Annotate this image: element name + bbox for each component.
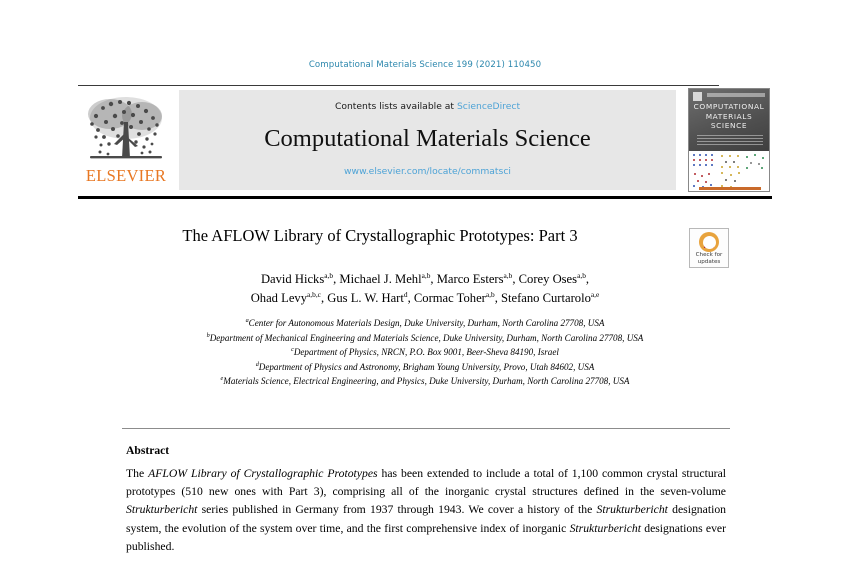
abstract-text: has been extended to include a total of 1,100 common crystal structural prototypes (510 new ones with Part 3), comprising all of the inorganic crystal structures defined in the seven-volume	[126, 467, 726, 499]
author-affiliation-marker: a,b	[577, 270, 586, 280]
cover-lattice-3	[745, 154, 767, 171]
sciencedirect-link[interactable]: ScienceDirect	[456, 101, 521, 112]
affiliation-marker: e	[220, 375, 224, 383]
cover-title-line3: SCIENCE	[710, 121, 748, 131]
author-affiliation-marker: a,b	[503, 270, 513, 280]
affiliation-item	[75, 331, 775, 346]
contents-available-text: Contents lists available at	[334, 101, 457, 112]
affiliation-marker: b	[206, 331, 210, 339]
cover-lattice-1	[693, 154, 715, 171]
author-name: Cormac Toher	[413, 291, 486, 305]
page-title: The AFLOW Library of Crystallographic Prototypes: Part 3	[182, 226, 578, 245]
journal-title: Computational Materials Science	[264, 125, 591, 152]
cover-elsevier-mark-icon	[693, 92, 702, 101]
cover-meta-lines	[697, 135, 763, 148]
elsevier-wordmark: ELSEVIER	[85, 166, 167, 185]
cover-header-line	[707, 93, 765, 97]
header-rule-top	[78, 85, 719, 86]
abstract-text: The	[126, 467, 149, 480]
affiliation-item	[75, 360, 775, 375]
abstract-text: designation system, the evolution of the system over time, and the first comprehensive index of inorganic	[126, 503, 727, 535]
affiliation-marker: c	[291, 346, 294, 354]
abstract-divider	[122, 428, 730, 429]
affiliation-text: Materials Science, Electrical Engineering, and Physics, Duke University, Durham, North Carolina 27708, USA	[223, 376, 630, 387]
affiliation-item	[75, 345, 775, 360]
author-name: Ohad Levy	[250, 291, 308, 305]
cover-footer-bar	[699, 187, 761, 190]
author-name: Corey Oses	[518, 272, 578, 286]
author-line-2: Ohad Levy$^{a,b,c}$, Gus L. W. Hart$^d$, Cormac Toher$^{a,b}$, Stefano Curtarolo$^{a,e}$	[250, 289, 600, 305]
author-affiliation-marker: a,b	[485, 289, 495, 299]
crossmark-label-line2: updates	[697, 258, 721, 265]
abstract-body	[126, 465, 726, 556]
author-affiliation-marker: a,e	[590, 289, 600, 299]
cover-lattice-2	[719, 154, 741, 171]
affiliation-item	[75, 316, 775, 331]
author-affiliation-marker: a,b	[421, 270, 431, 280]
journal-cover-thumbnail	[688, 88, 770, 192]
elsevier-tree-icon	[80, 92, 172, 166]
affiliation-text: Center for Autonomous Materials Design, Duke University, Durham, North Carolina 27708, USA	[248, 318, 605, 328]
author-list	[75, 270, 775, 308]
author-name: Stefano Curtarolo	[500, 291, 591, 305]
abstract-emphasis: Strukturbericht	[126, 503, 198, 517]
journal-homepage-link[interactable]: www.elsevier.com/locate/commatsci	[344, 166, 511, 177]
affiliation-list	[75, 316, 775, 389]
abstract-emphasis: Strukturbericht	[569, 521, 641, 535]
abstract-text: series published in Germany from 1937 through 1943. We cover a history of the	[197, 503, 597, 517]
abstract-emphasis: AFLOW Library of Crystallographic Prototypes	[148, 467, 378, 480]
abstract-text: designations ever published.	[126, 521, 727, 553]
cover-bottom-panel	[689, 151, 769, 192]
author-name: David Hicks	[260, 272, 325, 286]
author-name: Gus L. W. Hart	[327, 291, 404, 305]
running-head: Computational Materials Science 199 (2021) 110450	[308, 60, 542, 70]
crossmark-ring-icon	[699, 232, 719, 252]
affiliation-text: Department of Mechanical Engineering and Materials Science, Duke University, Durham, North Carolina 27708, USA	[209, 332, 644, 343]
crossmark-label-line1: Check for	[695, 252, 723, 258]
affiliation-marker: d	[255, 360, 259, 368]
cover-title-line1: COMPUTATIONAL	[693, 102, 765, 111]
cover-title	[689, 102, 769, 131]
cover-title-line2: MATERIALS	[705, 111, 753, 121]
affiliation-text: Department of Physics, NRCN, P.O. Box 9001, Beer-Sheva 84190, Israel	[293, 347, 559, 358]
affiliation-text: Department of Physics and Astronomy, Brigham Young University, Provo, Utah 84602, USA	[258, 361, 595, 372]
author-name: Michael J. Mehl	[339, 272, 422, 286]
author-affiliation-marker: d	[403, 289, 408, 299]
abstract-emphasis: Strukturbericht	[596, 503, 668, 517]
abstract-heading: Abstract	[126, 444, 170, 457]
affiliation-item	[75, 374, 775, 389]
contents-available-line	[179, 101, 676, 112]
author-line-1: David Hicks$^{a,b}$, Michael J. Mehl$^{a,b}$, Marco Esters$^{a,b}$, Corey Oses$^{a,b}$,	[260, 270, 590, 286]
author-affiliation-marker: a,b,c	[307, 289, 321, 299]
crossmark-inner-icon	[703, 239, 716, 252]
header-rule-thick	[78, 196, 772, 199]
author-affiliation-marker: a,b	[324, 270, 334, 280]
crossmark-badge[interactable]	[689, 228, 729, 268]
crossmark-label	[690, 252, 728, 265]
elsevier-logo	[80, 92, 172, 190]
journal-banner	[179, 90, 676, 190]
affiliation-marker: a	[245, 316, 249, 324]
author-name: Marco Esters	[436, 272, 504, 286]
